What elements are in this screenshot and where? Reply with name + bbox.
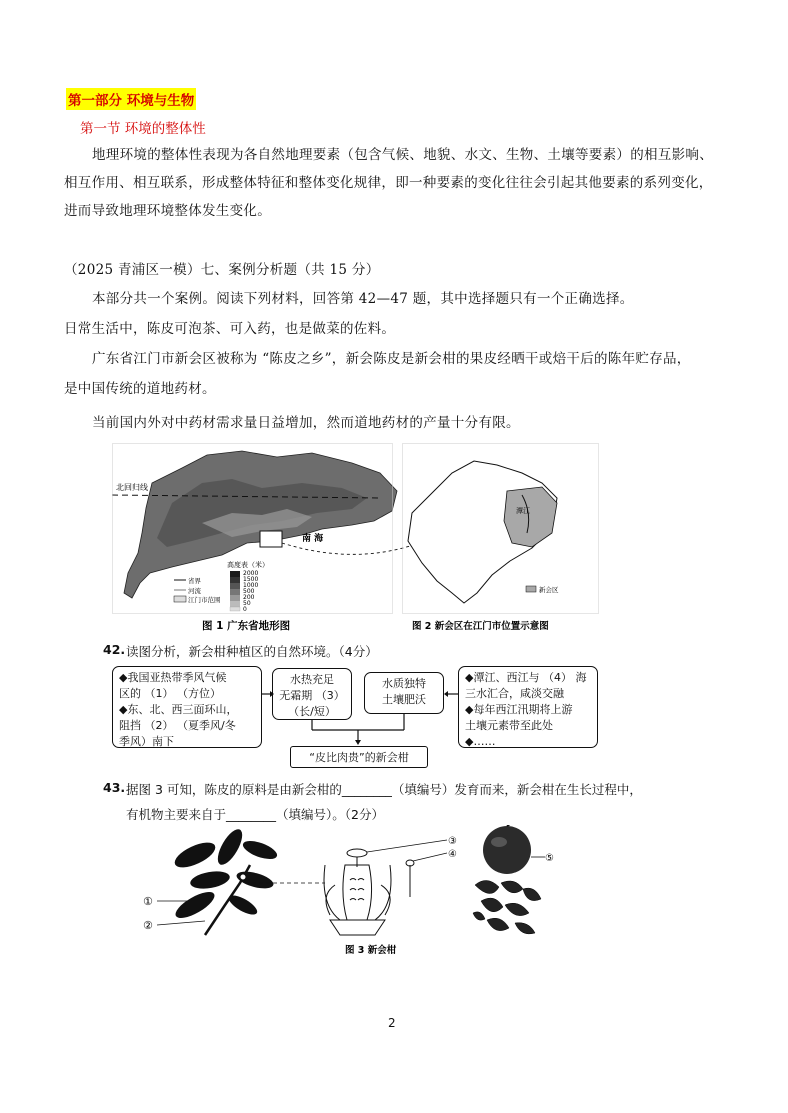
xinhui-district	[504, 487, 557, 547]
q42-box-water-soil: 水质独特 土壤肥沃	[364, 672, 444, 714]
label-3: ③	[448, 836, 457, 847]
label-1: ①	[143, 895, 153, 908]
fig2-caption: 图 2 新会区在江门市位置示意图	[412, 621, 549, 632]
q42-result-box: “皮比肉贵”的新会柑	[290, 746, 428, 768]
page-number: 2	[388, 1016, 396, 1030]
q43-number: 43.	[103, 780, 126, 795]
svg-text:省界: 省界	[188, 577, 201, 585]
label-2: ②	[143, 919, 153, 932]
fig1-caption: 图 1 广东省地形图	[202, 620, 291, 632]
citrus-fruit	[483, 825, 531, 874]
svg-text:河流: 河流	[188, 587, 201, 595]
part-title: 第一部分 环境与生物	[66, 88, 196, 110]
q42-box-location: ◆我国亚热带季风气候 区的 （1） （方位） ◆东、北、西三面环山， 阻挡 （2） （夏季风/冬 季风）南下	[112, 666, 262, 748]
fig3-caption: 图 3 新会柑	[345, 945, 397, 955]
q42-diagram	[112, 664, 600, 772]
fig2-legend: 新会区	[539, 586, 559, 594]
svg-text:0: 0	[243, 606, 247, 613]
tropic-label: 北回归线	[116, 483, 148, 492]
case-line-3: 广东省江门市新会区被称为 “陈皮之乡”，新会陈皮是新会柑的果皮经晒干或焙干后的陈年贮存品，	[92, 351, 691, 367]
q42-text: 读图分析，新会柑种植区的自然环境。（4分）	[126, 644, 378, 659]
exam-header: （2025 青浦区一模）七、案例分析题（共 15 分）	[64, 262, 380, 278]
figure-3	[135, 825, 605, 955]
case-line-2: 日常生活中，陈皮可泡茶、可入药，也是做菜的佐料。	[64, 321, 396, 337]
case-line-1: 本部分共一个案例。阅读下列材料，回答第 42—47 题，其中选择题只有一个正确选择。	[92, 291, 634, 307]
q42-box-climate: 水热充足 无霜期 （3） （长/短）	[272, 668, 352, 720]
sea-label: 南 海	[302, 534, 324, 544]
svg-text:2000: 2000	[243, 570, 259, 577]
dried-peel	[473, 880, 541, 933]
xinhui-citrus-illustration	[135, 825, 605, 955]
elevation-legend	[230, 570, 258, 613]
svg-text:500: 500	[243, 588, 255, 595]
svg-text:50: 50	[243, 600, 251, 607]
branch-with-leaves	[171, 826, 279, 935]
svg-text:200: 200	[243, 594, 255, 601]
q43-line-1: 据图 3 可知，陈皮的原料是由新会柑的________（填编号）发育而来，新会柑在生长过程中，	[126, 782, 642, 797]
boundary-legend	[174, 576, 221, 604]
intro-line-3: 进而导致地理环境整体发生变化。	[64, 203, 271, 219]
svg-text:1500: 1500	[243, 576, 259, 583]
map-illustration	[112, 443, 600, 635]
label-5: ⑤	[545, 853, 554, 864]
section-title: 第一节 环境的整体性	[80, 121, 206, 137]
q42-number: 42.	[103, 642, 126, 657]
legend-title: 高度表（米）	[227, 561, 269, 569]
svg-text:1000: 1000	[243, 582, 259, 589]
figure-1-2	[112, 443, 600, 635]
svg-text:江门市范围: 江门市范围	[188, 596, 221, 604]
intro-line-1: 地理环境的整体性表现为各自然地理要素（包含气候、地貌、水文、生物、土壤等要素）的相互影响、	[92, 147, 713, 163]
q43-line-2: 有机物主要来自于________（填编号）。（2分）	[126, 807, 384, 822]
jiangmen-range	[260, 531, 282, 547]
case-line-4: 是中国传统的道地药材。	[64, 381, 216, 397]
flower-section	[324, 849, 414, 935]
q42-box-rivers: ◆潭江、西江与 （4） 海 三水汇合，咸淡交融 ◆每年西江汛期将上游 土壤元素带至此处 ◆……	[458, 666, 598, 748]
label-4: ④	[448, 849, 457, 860]
tanjiang-label: 潭江	[516, 507, 530, 515]
intro-line-2: 相互作用、相互联系，形成整体特征和整体变化规律，即一种要素的变化往往会引起其他要素的系列变化，	[64, 175, 713, 191]
case-line-5: 当前国内外对中药材需求量日益增加，然而道地药材的产量十分有限。	[92, 415, 520, 431]
